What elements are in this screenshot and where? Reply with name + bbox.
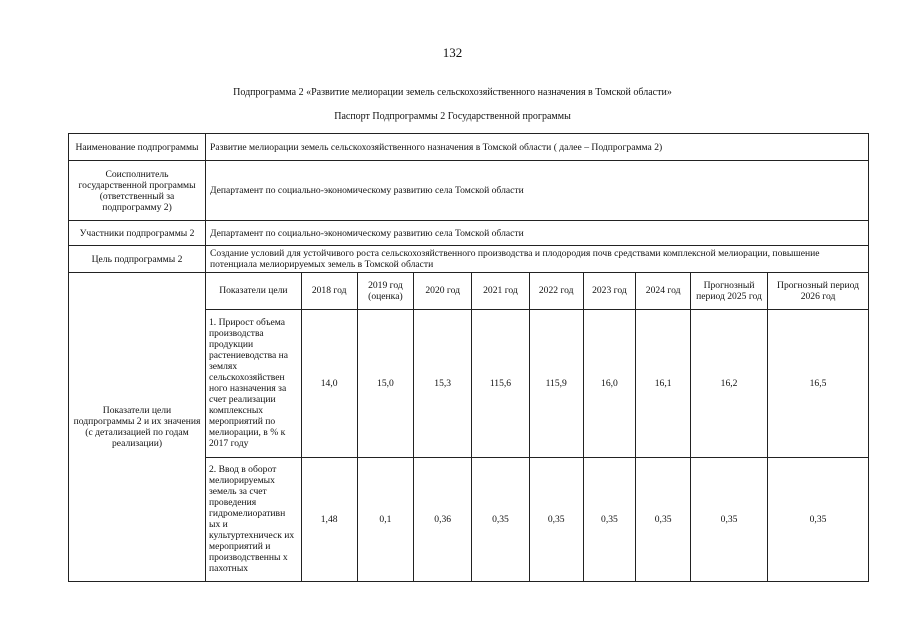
value-2025: 0,35 [691,457,768,581]
header-2024: 2024 год [636,273,691,309]
value-2021: 0,35 [472,457,530,581]
name-value: Развитие мелиорации земель сельскохозяйственного назначения в Томской области ( далее – Подпрограмма 2) [206,134,869,161]
passport-row-participants [69,221,869,246]
header-2022: 2022 год [529,273,583,309]
value-2023: 16,0 [583,309,636,457]
header-2023: 2023 год [583,273,636,309]
passport-row-goal [69,246,869,273]
value-2019: 0,1 [357,457,414,581]
subprogram-title: Подпрограмма 2 «Развитие мелиорации земель сельскохозяйственного назначения в Томской области» [233,87,672,98]
indicator-name: 2. Ввод в оборот мелиорируемых земель за счет проведения гидромелиоративн ых и культуртехническ их мероприятий и производственны х пахотных [206,457,301,581]
indicators-cell [206,273,869,582]
goal-label: Цель подпрограммы 2 [69,246,206,273]
value-2020: 0,36 [414,457,472,581]
header-2026: Прогнозный период 2026 год [768,273,868,309]
header-2020: 2020 год [414,273,472,309]
header-2018: 2018 год [301,273,357,309]
value-2022: 115,9 [529,309,583,457]
indicator-name: 1. Прирост объема производства продукции растениеводства на землях сельскохозяйствен ного назначения за счет реализации комплексных мероприятий по мелиорации, в % к 2017 году [206,309,301,457]
value-2022: 0,35 [529,457,583,581]
value-2020: 15,3 [414,309,472,457]
table-row [206,457,868,581]
value-2019: 15,0 [357,309,414,457]
value-2025: 16,2 [691,309,768,457]
passport-title: Паспорт Подпрограммы 2 Государственной программы [334,111,571,122]
page-number: 132 [442,45,463,60]
table-row [206,309,868,457]
participants-label: Участники подпрограммы 2 [69,221,206,246]
header-2025: Прогнозный период 2025 год [691,273,768,309]
value-2026: 0,35 [768,457,868,581]
indicators-label: Показатели цели подпрограммы 2 и их значения (с детализацией по годам реализации) [69,273,206,582]
value-2023: 0,35 [583,457,636,581]
value-2018: 1,48 [301,457,357,581]
header-2019: 2019 год (оценка) [357,273,414,309]
value-2024: 16,1 [636,309,691,457]
header-2021: 2021 год [472,273,530,309]
passport-table [68,133,869,582]
value-2024: 0,35 [636,457,691,581]
value-2026: 16,5 [768,309,868,457]
indicators-header-row [206,273,868,309]
passport-row-indicators [69,273,869,582]
passport-row-coexecutor [69,161,869,221]
name-label: Наименование подпрограммы [69,134,206,161]
coexecutor-label: Соисполнитель государственной программы (ответственный за подпрограмму 2) [69,161,206,221]
participants-value: Департамент по социально-экономическому развитию села Томской области [206,221,869,246]
value-2021: 115,6 [472,309,530,457]
passport-row-name [69,134,869,161]
header-indicator: Показатели цели [206,273,301,309]
indicators-table [206,273,868,581]
value-2018: 14,0 [301,309,357,457]
goal-value: Создание условий для устойчивого роста сельскохозяйственного производства и плодородия почв средствами комплексной мелиорации, повышение потенциала мелиорируемых земель в Томской области [206,246,869,273]
coexecutor-value: Департамент по социально-экономическому развитию села Томской области [206,161,869,221]
